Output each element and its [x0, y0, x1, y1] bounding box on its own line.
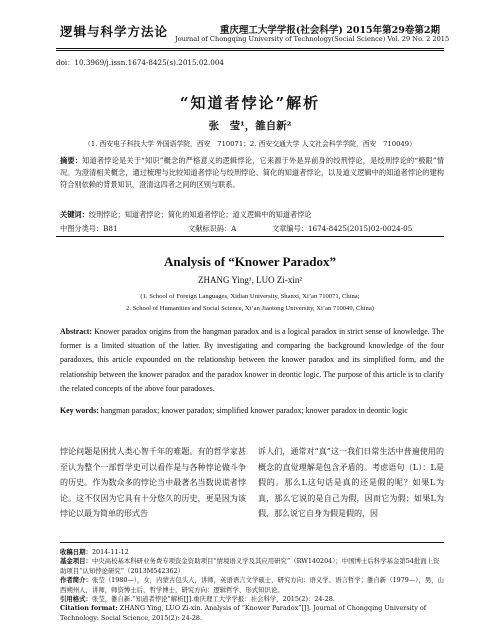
footnote-author	[60, 576, 444, 595]
keywords-en-text: hangman paradox; knower paradox; simplified knower paradox; knower paradox in deontic logic	[100, 406, 408, 415]
abstract-en	[60, 325, 444, 396]
authors-en: ZHANG Ying¹, LUO Zi-xin²	[197, 275, 303, 285]
doi[interactable]: doi：10.3969/j.issn.1674-8425(s).2015.02.004	[56, 58, 224, 67]
header-rule	[56, 48, 444, 49]
keywords-cn	[60, 210, 444, 220]
citation-cn-label: 引用格式：	[60, 595, 92, 604]
abstract-en-text: Knower paradox origins from the hangman paradox and is a logical paradox in strict sense of knowledge. The former is a limited situation of the latter. By investigating and comparing the background knowledge of the four paradoxes, this article expounded on the relationship between the knower paradox and its simplified form, and the relationship between the knower paradox and the paradox knower in deontic logic. The purpose of this article is to clarify the related concepts of the above four paradoxes.	[60, 327, 444, 393]
footnote-rule	[60, 542, 444, 543]
footnote-citation-cn	[60, 595, 444, 604]
fund-label: 基金项目：	[60, 557, 92, 566]
footnote-fund	[60, 557, 444, 576]
keywords-cn-label: 关键词：	[60, 210, 89, 219]
footnote-citation-en	[60, 604, 444, 623]
affiliation-en-1: (1. School of Foreign Languages, Xidian University, Shanxi, Xi’an 710071, China;	[140, 293, 360, 300]
fund-text: 中央高校基本科研业务费专项资金资助项目“情境语义学及其应用研究”（RW140204）；中国博士后科学基金第54批面上资助项目“认知悖论研究”（2013M542362）	[60, 557, 440, 575]
paper-title-en: Analysis of “Knower Paradox”	[163, 254, 336, 269]
document-code: 文献标识码：A	[188, 224, 237, 233]
journal-title-cn: 重庆理工大学学报(社会科学) 2015年第29卷第2期	[219, 25, 440, 36]
section-divider	[56, 236, 444, 237]
paper-title-cn: “知道者悖论”解析	[179, 94, 321, 112]
keywords-cn-text: 绞刑悖论；知道者悖论；简化的知道者悖论；道义逻辑中的知道者悖论	[88, 210, 312, 219]
section-tag: 逻辑与科学方法论	[60, 24, 169, 39]
abstract-en-label: Abstract:	[60, 327, 92, 336]
article-number: 文章编号：1674-8425(2015)02-0024-05	[272, 224, 413, 233]
clc-number: 中图分类号：B81	[60, 224, 118, 233]
affiliation-en-2: 2. School of Humanities and Social Science, Xi’an Jiaotong University, Xi’an 710049, China)	[126, 305, 374, 312]
affiliation-cn: （1. 西安电子科技大学 外国语学院，西安 710071；2. 西安交通大学 人文社会科学学院，西安 710049）	[84, 140, 416, 148]
authors-cn: 张 莹¹，雒自新²	[208, 120, 292, 132]
citation-en-label: Citation format:	[60, 604, 118, 613]
keywords-en-label: Key words:	[60, 406, 99, 415]
body-column-left: 悖论问题是困扰人类心智千年的难题。有的哲学家甚至认为整个一部哲学史可以看作是与各种悖论做斗争的历史。作为数众多的悖论当中最著名当数说谎者悖论。这不仅因为它具有十分悠久的历史，更是因为该悖论以最为简单的形式告	[60, 447, 246, 518]
abstract-cn-text: 知道者悖论是关于“知识”概念的严格意义的逻辑悖论，它来源于外是异前身的绞刑悖论，是绞刑悖论的“极限”情况。为澄清相关概念，通过梳理与比较知道者悖论与绞刑悖论、简化的知道者悖论，以及道义逻辑中的知道者悖论的建构符合别依赖的背景知识，澄清这四者之间的区别与联系。	[60, 156, 444, 189]
abstract-cn-label: 摘要：	[60, 156, 83, 165]
author-label: 作者简介：	[60, 576, 92, 585]
received-label: 收稿日期：	[60, 548, 92, 556]
journal-title-en: Journal of Chongqing University of Technology(Social Science) Vol. 29 No. 2 2015	[175, 35, 450, 43]
abstract-cn	[60, 155, 444, 191]
keywords-en	[60, 404, 444, 418]
body-column-right: 诉人们，通常对“真”这一我们日常生活中普遍使用的概念的直觉理解是包含矛盾的。考虑语句（L）：L是假的。那么L这句话是真的还是假的呢？如果L为真，那么它说的是自己为假，因而它为假；如果L为假，那么说它自身为假是假的，因	[258, 447, 444, 518]
author-text: 张莹（1980—），女，内蒙古包头人，讲师，英语语言文学硕士，研究方向：语义学、语言哲学；雒自新（1979—），男，山西朔州人，讲师，师资博士后，哲学博士，研究方向：逻辑哲学、形式知识论。	[60, 576, 445, 594]
footnote-received	[60, 548, 444, 557]
footnotes	[60, 548, 444, 623]
citation-en-text: ZHANG Ying, LUO Zi-xin. Analysis of “Knower Paradox”[J]. Journal of Chongqing University of Technology: Social Science, 2015(2): 24-28.	[60, 604, 427, 622]
citation-cn-text: 张莹，雒自新.“知道者悖论”解析[J].重庆理工大学学报：社会科学，2015(2)：24-28.	[91, 595, 335, 604]
received-date: 2014-11-12	[91, 548, 129, 556]
header-rule-thin	[56, 50, 444, 51]
